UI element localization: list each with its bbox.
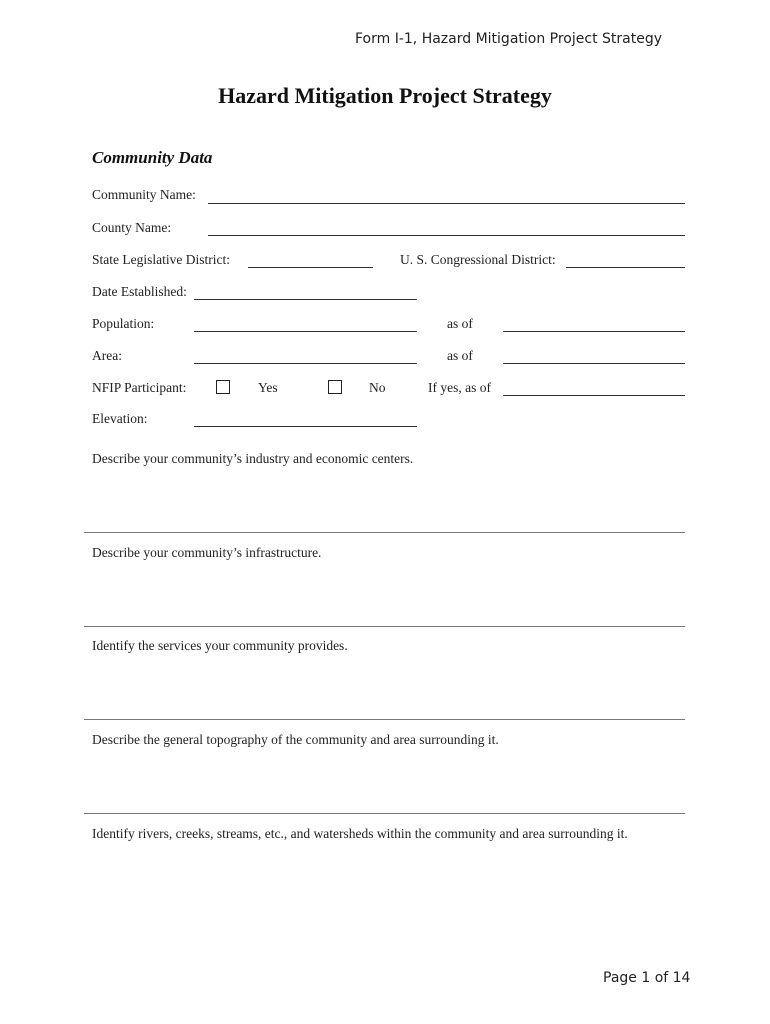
- prompt-services: Identify the services your community provides.: [92, 638, 348, 653]
- population-as-of-label: as of: [447, 316, 473, 331]
- date-established-label: Date Established:: [92, 284, 187, 299]
- population-label: Population:: [92, 316, 155, 331]
- page-number: Page 1 of 14: [603, 970, 691, 986]
- area-field[interactable]: [194, 363, 417, 364]
- prompt-industry: Describe your community’s industry and economic centers.: [92, 451, 414, 466]
- area-label: Area:: [92, 348, 122, 363]
- congress-district-field[interactable]: [566, 267, 685, 268]
- answer-area-services[interactable]: [84, 719, 685, 720]
- area-as-of-field[interactable]: [503, 363, 685, 364]
- nfip-no-checkbox[interactable]: [328, 380, 342, 394]
- date-established-field[interactable]: [194, 299, 417, 300]
- community-name-field[interactable]: [208, 203, 685, 204]
- state-district-label: State Legislative District:: [92, 252, 230, 267]
- prompt-topography: Describe the general topography of the community and area surrounding it.: [92, 732, 499, 747]
- page-title: Hazard Mitigation Project Strategy: [218, 83, 552, 108]
- nfip-label: NFIP Participant:: [92, 380, 187, 395]
- population-as-of-field[interactable]: [503, 331, 685, 332]
- state-district-field[interactable]: [248, 267, 373, 268]
- nfip-yes-checkbox[interactable]: [216, 380, 230, 394]
- community-name-label: Community Name:: [92, 187, 196, 202]
- form-id-header: Form I-1, Hazard Mitigation Project Strategy: [355, 31, 663, 47]
- nfip-if-yes-field[interactable]: [503, 395, 685, 396]
- prompt-watersheds: Identify rivers, creeks, streams, etc., and watersheds within the community and area surrounding it.: [92, 826, 628, 841]
- county-name-label: County Name:: [92, 220, 172, 235]
- nfip-no-label: No: [369, 380, 386, 395]
- elevation-field[interactable]: [194, 426, 417, 427]
- answer-area-infrastructure[interactable]: [84, 626, 685, 627]
- nfip-yes-label: Yes: [258, 380, 278, 395]
- population-field[interactable]: [194, 331, 417, 332]
- section-title: Community Data: [92, 148, 213, 167]
- nfip-if-yes-label: If yes, as of: [428, 380, 491, 395]
- answer-area-topography[interactable]: [84, 813, 685, 814]
- area-as-of-label: as of: [447, 348, 473, 363]
- congress-district-label: U. S. Congressional District:: [400, 252, 556, 267]
- elevation-label: Elevation:: [92, 411, 148, 426]
- answer-area-industry[interactable]: [84, 532, 685, 533]
- county-name-field[interactable]: [208, 235, 685, 236]
- prompt-infrastructure: Describe your community’s infrastructure.: [92, 545, 322, 560]
